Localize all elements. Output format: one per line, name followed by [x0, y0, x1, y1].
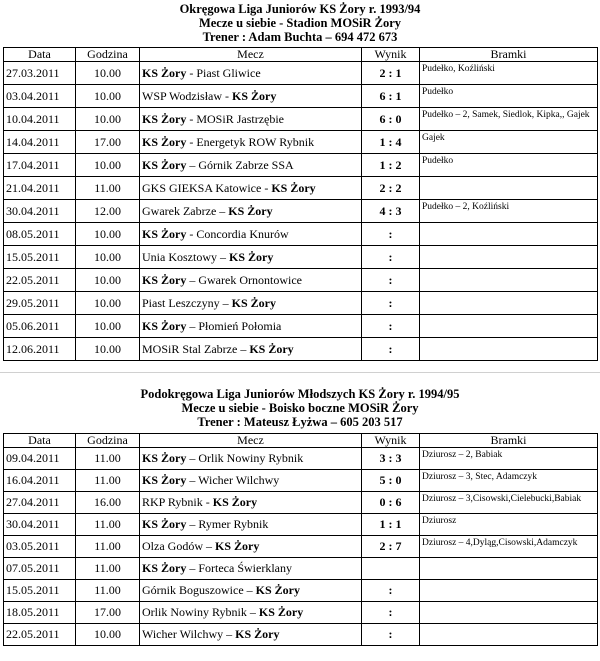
- match-time: 11.00: [76, 448, 140, 470]
- match-date: 15.05.2011: [4, 246, 76, 269]
- goal-scorers: [420, 558, 598, 580]
- section1-title: Okręgowa Liga Juniorów KS Żory r. 1993/94: [179, 2, 421, 16]
- away-team: MOSiR Jastrzębie: [196, 111, 284, 126]
- match-fixture: [140, 269, 362, 292]
- team-separator: –: [217, 249, 229, 264]
- goal-scorers: Pudełko – 2, Koźliński: [420, 200, 598, 223]
- match-date: 10.04.2011: [4, 108, 76, 131]
- table-row: [4, 108, 598, 131]
- home-team: RKP Rybnik: [142, 495, 203, 509]
- match-date: 22.05.2011: [4, 269, 76, 292]
- home-team: KS Żory: [142, 272, 187, 287]
- table-row: [4, 536, 598, 558]
- home-team: KS Żory: [142, 561, 187, 575]
- home-team: WSP Wodzisław: [142, 88, 223, 103]
- table-row: [4, 602, 598, 624]
- home-team: KS Żory: [142, 318, 187, 333]
- section2-header: [0, 387, 600, 429]
- match-score: :: [362, 292, 420, 315]
- team-separator: -: [202, 495, 213, 509]
- match-date: 18.05.2011: [4, 602, 76, 624]
- match-time: 11.00: [76, 514, 140, 536]
- match-date: 03.04.2011: [4, 85, 76, 108]
- home-team: KS Żory: [142, 157, 187, 172]
- match-fixture: [140, 448, 362, 470]
- match-time: 10.00: [76, 315, 140, 338]
- match-time: 12.00: [76, 200, 140, 223]
- section2-subtitle: Mecze u siebie - Boisko boczne MOSiR Żory: [181, 401, 419, 415]
- team-separator: -: [186, 65, 197, 80]
- match-fixture: [140, 131, 362, 154]
- table-row: [4, 269, 598, 292]
- away-team: Forteca Świerklany: [198, 561, 292, 575]
- match-score: :: [362, 580, 420, 602]
- team-separator: –: [186, 517, 199, 531]
- match-score: [362, 558, 420, 580]
- match-time: 10.00: [76, 292, 140, 315]
- away-team: Concordia Knurów: [196, 226, 289, 241]
- table-header-row: [4, 434, 598, 448]
- goal-scorers: [420, 624, 598, 646]
- section1-table: [3, 47, 598, 361]
- match-date: 12.06.2011: [4, 338, 76, 361]
- home-team: Piast Leszczyny: [142, 295, 220, 310]
- team-separator: –: [186, 318, 199, 333]
- match-score: :: [362, 338, 420, 361]
- goal-scorers: Dziurosz – 3,Cisowski,Cielebucki,Babiak: [420, 492, 598, 514]
- home-team: Olza Godów: [142, 539, 203, 553]
- goal-scorers: [420, 246, 598, 269]
- match-score: :: [362, 624, 420, 646]
- section2-coach: Trener : Mateusz Łyżwa – 605 203 517: [197, 415, 403, 429]
- match-fixture: [140, 602, 362, 624]
- match-date: 07.05.2011: [4, 558, 76, 580]
- table-row: [4, 131, 598, 154]
- home-team: KS Żory: [142, 134, 187, 149]
- goal-scorers: [420, 292, 598, 315]
- match-fixture: [140, 85, 362, 108]
- home-team: Unia Kosztowy: [142, 249, 217, 264]
- goal-scorers: [420, 602, 598, 624]
- away-team: KS Żory: [232, 88, 277, 103]
- match-score: 2 : 2: [362, 177, 420, 200]
- match-date: 27.03.2011: [4, 62, 76, 85]
- table-row: [4, 580, 598, 602]
- goal-scorers: Pudełko, Koźliński: [420, 62, 598, 85]
- table-row: [4, 448, 598, 470]
- table-row: [4, 62, 598, 85]
- match-date: 21.04.2011: [4, 177, 76, 200]
- table-row: [4, 470, 598, 492]
- goal-scorers: Pudełko: [420, 85, 598, 108]
- team-separator: –: [202, 539, 215, 553]
- away-team: KS Żory: [235, 627, 280, 641]
- away-team: Gwarek Ornontowice: [198, 272, 302, 287]
- table-row: [4, 246, 598, 269]
- goal-scorers: Dziurosz – 2, Babiak: [420, 448, 598, 470]
- team-separator: -: [186, 226, 197, 241]
- home-team: Gwarek Zabrze: [142, 203, 217, 218]
- match-date: 15.05.2011: [4, 580, 76, 602]
- match-score: :: [362, 602, 420, 624]
- match-time: 11.00: [76, 580, 140, 602]
- team-separator: -: [186, 111, 197, 126]
- goal-scorers: [420, 580, 598, 602]
- away-team: KS Żory: [231, 295, 276, 310]
- goal-scorers: [420, 315, 598, 338]
- table-row: [4, 624, 598, 646]
- home-team: KS Żory: [142, 65, 187, 80]
- section1-header: [0, 2, 600, 44]
- home-team: Górnik Boguszowice: [142, 583, 244, 597]
- match-fixture: [140, 315, 362, 338]
- away-team: KS Żory: [229, 249, 274, 264]
- team-separator: –: [216, 203, 229, 218]
- match-fixture: [140, 200, 362, 223]
- section1-subtitle: Mecze u siebie - Stadion MOSiR Żory: [198, 16, 402, 30]
- away-team: KS Żory: [271, 180, 316, 195]
- match-time: 11.00: [76, 177, 140, 200]
- match-score: 2 : 1: [362, 62, 420, 85]
- away-team: Energetyk ROW Rybnik: [196, 134, 315, 149]
- col-header-time: Godzina: [76, 48, 140, 62]
- match-score: 1 : 2: [362, 154, 420, 177]
- match-score: 5 : 0: [362, 470, 420, 492]
- col-header-date: Data: [4, 434, 76, 448]
- match-date: 05.06.2011: [4, 315, 76, 338]
- match-score: 0 : 6: [362, 492, 420, 514]
- col-header-match: Mecz: [140, 48, 362, 62]
- match-score: :: [362, 269, 420, 292]
- col-header-match: Mecz: [140, 434, 362, 448]
- away-team: KS Żory: [212, 495, 258, 509]
- match-time: 10.00: [76, 338, 140, 361]
- table-header-row: [4, 48, 598, 62]
- match-fixture: [140, 223, 362, 246]
- match-time: 10.00: [76, 85, 140, 108]
- away-team: Górnik Zabrze SSA: [198, 157, 294, 172]
- table-row: [4, 292, 598, 315]
- goal-scorers: Dziurosz: [420, 514, 598, 536]
- match-date: 29.05.2011: [4, 292, 76, 315]
- match-score: 6 : 1: [362, 85, 420, 108]
- table-row: [4, 200, 598, 223]
- home-team: KS Żory: [142, 226, 187, 241]
- match-fixture: [140, 580, 362, 602]
- match-score: 2 : 7: [362, 536, 420, 558]
- goal-scorers: [420, 177, 598, 200]
- team-separator: –: [243, 583, 256, 597]
- match-time: 10.00: [76, 246, 140, 269]
- match-fixture: [140, 292, 362, 315]
- table-row: [4, 315, 598, 338]
- match-date: 03.05.2011: [4, 536, 76, 558]
- section2-table: [3, 433, 598, 646]
- match-date: 27.04.2011: [4, 492, 76, 514]
- table-row: [4, 514, 598, 536]
- section-divider: [0, 372, 600, 373]
- section2-table-body: [4, 448, 598, 646]
- table-row: [4, 154, 598, 177]
- section2-title: Podokręgowa Liga Juniorów Młodszych KS Żory r. 1994/95: [140, 387, 460, 401]
- team-separator: -: [186, 134, 197, 149]
- away-team: KS Żory: [249, 341, 294, 356]
- match-fixture: [140, 536, 362, 558]
- team-separator: –: [246, 605, 259, 619]
- team-separator: –: [219, 295, 232, 310]
- table-row: [4, 85, 598, 108]
- match-time: 10.00: [76, 62, 140, 85]
- match-score: 6 : 0: [362, 108, 420, 131]
- match-fixture: [140, 62, 362, 85]
- match-time: 11.00: [76, 470, 140, 492]
- home-team: Wicher Wilchwy: [142, 627, 224, 641]
- home-team: KS Żory: [142, 517, 187, 531]
- match-time: 11.00: [76, 536, 140, 558]
- match-time: 10.00: [76, 108, 140, 131]
- team-separator: –: [237, 341, 250, 356]
- match-fixture: [140, 492, 362, 514]
- match-time: 10.00: [76, 223, 140, 246]
- col-header-score: Wynik: [362, 48, 420, 62]
- away-team: Orlik Nowiny Rybnik: [198, 451, 304, 465]
- team-separator: –: [186, 473, 199, 487]
- match-fixture: [140, 154, 362, 177]
- away-team: Wicher Wilchwy: [198, 473, 280, 487]
- match-time: 11.00: [76, 558, 140, 580]
- match-time: 17.00: [76, 131, 140, 154]
- match-date: 30.04.2011: [4, 200, 76, 223]
- team-separator: –: [186, 157, 199, 172]
- match-fixture: [140, 558, 362, 580]
- goal-scorers: Gajek: [420, 131, 598, 154]
- team-separator: –: [186, 561, 199, 575]
- goal-scorers: Pudełko: [420, 154, 598, 177]
- match-score: 4 : 3: [362, 200, 420, 223]
- match-score: :: [362, 315, 420, 338]
- match-score: :: [362, 223, 420, 246]
- match-fixture: [140, 514, 362, 536]
- away-team: KS Żory: [258, 605, 304, 619]
- table-row: [4, 558, 598, 580]
- match-score: 3 : 3: [362, 448, 420, 470]
- match-score: :: [362, 246, 420, 269]
- goal-scorers: [420, 223, 598, 246]
- match-date: 08.05.2011: [4, 223, 76, 246]
- col-header-date: Data: [4, 48, 76, 62]
- home-team: KS Żory: [142, 451, 187, 465]
- away-team: Płomień Połomia: [198, 318, 282, 333]
- col-header-scorers: Bramki: [420, 48, 598, 62]
- team-separator: –: [186, 451, 199, 465]
- match-score: 1 : 4: [362, 131, 420, 154]
- team-separator: –: [223, 627, 236, 641]
- match-fixture: [140, 177, 362, 200]
- match-date: 16.04.2011: [4, 470, 76, 492]
- section1-coach: Trener : Adam Buchta – 694 472 673: [202, 30, 398, 44]
- match-score: 1 : 1: [362, 514, 420, 536]
- table-row: [4, 492, 598, 514]
- match-time: 10.00: [76, 154, 140, 177]
- match-time: 10.00: [76, 624, 140, 646]
- match-date: 17.04.2011: [4, 154, 76, 177]
- match-time: 16.00: [76, 492, 140, 514]
- goal-scorers: Dziurosz – 4,Dyląg,Cisowski,Adamczyk: [420, 536, 598, 558]
- match-fixture: [140, 624, 362, 646]
- away-team: KS Żory: [214, 539, 260, 553]
- match-date: 14.04.2011: [4, 131, 76, 154]
- match-time: 10.00: [76, 269, 140, 292]
- away-team: KS Żory: [255, 583, 300, 597]
- table-row: [4, 223, 598, 246]
- table-row: [4, 177, 598, 200]
- match-date: 30.04.2011: [4, 514, 76, 536]
- away-team: KS Żory: [228, 203, 273, 218]
- away-team: Piast Gliwice: [196, 65, 261, 80]
- match-fixture: [140, 246, 362, 269]
- section1-table-body: [4, 62, 598, 361]
- team-separator: -: [222, 88, 233, 103]
- match-fixture: [140, 338, 362, 361]
- goal-scorers: [420, 338, 598, 361]
- col-header-scorers: Bramki: [420, 434, 598, 448]
- match-fixture: [140, 108, 362, 131]
- goal-scorers: Dziurosz – 3, Stec, Adamczyk: [420, 470, 598, 492]
- home-team: KS Żory: [142, 473, 187, 487]
- match-time: 17.00: [76, 602, 140, 624]
- table-row: [4, 338, 598, 361]
- match-date: 22.05.2011: [4, 624, 76, 646]
- team-separator: –: [186, 272, 199, 287]
- team-separator: -: [261, 180, 272, 195]
- col-header-time: Godzina: [76, 434, 140, 448]
- match-fixture: [140, 470, 362, 492]
- home-team: KS Żory: [142, 111, 187, 126]
- goal-scorers: Pudełko – 2, Samek, Siedlok, Kipka,, Gajek: [420, 108, 598, 131]
- home-team: MOSiR Stal Zabrze: [142, 341, 238, 356]
- away-team: Rymer Rybnik: [198, 517, 269, 531]
- match-date: 09.04.2011: [4, 448, 76, 470]
- col-header-score: Wynik: [362, 434, 420, 448]
- home-team: GKS GIEKSA Katowice: [142, 180, 262, 195]
- home-team: Orlik Nowiny Rybnik: [142, 605, 247, 619]
- goal-scorers: [420, 269, 598, 292]
